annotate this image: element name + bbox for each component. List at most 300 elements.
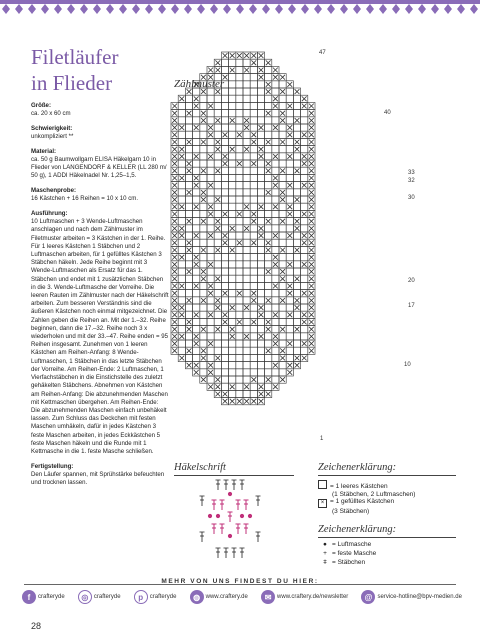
double-crochet-icon: ǂ [323,559,327,566]
grid-cell [221,102,228,109]
grid-cell [272,326,279,333]
grid-cell [286,275,293,282]
grid-cell [229,203,236,210]
grid-cell [243,275,250,282]
band-diamond [340,4,348,14]
filled-cell-mark [302,212,307,217]
grid-cell [286,160,293,167]
band-diamond [418,4,426,14]
grid-cell [200,261,207,268]
grid-cell [250,347,257,354]
filled-cell-mark [172,132,177,137]
grid-cell [243,160,250,167]
grid-cell [293,189,300,196]
grid-cell [221,196,228,203]
double-crochet-symbol [232,480,237,490]
grid-cell [200,304,207,311]
filled-cell-mark [266,161,271,166]
filled-cell-mark [309,341,314,346]
filled-cell-mark [309,219,314,224]
filled-cell-mark [244,118,249,123]
grid-cell [229,174,236,181]
grid-cell [265,290,272,297]
grid-cell [214,74,221,81]
filled-cell-mark [244,68,249,73]
filled-cell-mark [237,212,242,217]
filled-cell-mark [280,219,285,224]
grid-cell [185,275,192,282]
filled-cell-mark [259,154,264,159]
grid-cell [200,182,207,189]
filled-cell-mark [187,348,192,353]
grid-cell [272,297,279,304]
filled-cell-mark [179,284,184,289]
sc-label: = feste Masche [332,550,377,557]
filled-cell-mark [172,125,177,130]
grid-cell [250,174,257,181]
grid-cell [214,182,221,189]
grid-cell [265,369,272,376]
filled-cell-mark [208,132,213,137]
filled-cell-mark [295,168,300,173]
grid-cell [293,261,300,268]
double-crochet-symbol [240,548,245,558]
filled-cell-mark [251,298,256,303]
grid-cell [286,297,293,304]
grid-cell [178,347,185,354]
filled-box-sub: (3 Stäbchen) [332,508,370,515]
filled-cell-mark [280,276,285,281]
grid-cell [279,254,286,261]
band-diamond [2,4,10,14]
filled-cell-mark [259,204,264,209]
grid-cell [243,174,250,181]
grid-cell [272,354,279,361]
grid-cell [207,196,214,203]
grid-cell [301,196,308,203]
grid-cell [293,311,300,318]
filled-cell-mark [179,176,184,181]
filled-cell-mark [295,89,300,94]
grid-cell [236,110,243,117]
grid-cell [279,124,286,131]
grid-cell [279,203,286,210]
grid-cell [265,261,272,268]
filled-cell-mark [179,305,184,310]
grid-cell [214,131,221,138]
filled-cell-mark [259,68,264,73]
filled-cell-mark [172,212,177,217]
grid-cell [236,362,243,369]
filled-cell-mark [295,147,300,152]
filled-cell-mark [194,312,199,317]
grid-cell [286,146,293,153]
filled-cell-mark [287,291,292,296]
grid-cell [207,81,214,88]
filled-cell-mark [273,104,278,109]
filled-cell-mark [237,399,242,404]
grid-cell [221,246,228,253]
grid-cell [229,354,236,361]
grid-cell [257,362,264,369]
grid-cell [272,160,279,167]
grid-cell [229,311,236,318]
filled-cell-mark [295,197,300,202]
grid-cell [257,297,264,304]
double-crochet-symbol [232,548,237,558]
filled-cell-mark [172,233,177,238]
grid-cell [257,88,264,95]
instructions-text: 10 Luftmaschen + 3 Wende-Luftmaschen anschlagen und nach dem Zählmuster im Filetmuster arbeiten = 3 Kästchen in der 1. Reihe. Für 1 leeres Kästchen 1 Stäbchen und 2 Luftmaschen arbeiten, für 1 gefülltes Kästchen 3 Stäbchen häkeln. Jede Reihe beginnt mit 3 Wende-Luftmaschen als Ersatz für das 1. Stäbchen und endet mit 1 zusätzlichen Stäbchen in die 3. Wende-Luftmasche der Vorreihe. Die leeren Rauten im Zählmuster nach der Häkelschrift arbeiten. Zum besseren Verständnis sind die äußeren Kästchen noch einmal mitgezeichnet. Die Zahlen geben die Reihen an. Mit der 1.–32. Reihe beginnen, dann die 17.–32. Reihe noch 3 x wiederholen und mit der 33.–47. Reihe enden = 95 Reihen insgesamt. Zunehmen von 1 leeren Kästchen am Reihen-Anfang: 8 Wende-Luftmaschen, 1 Stäbchen in das letzte Stäbchen der Vorreihe. Am Reihen-Ende: 2 Luftmaschen, 1 Vierfachstäbchen in die Einstichstelle des zuletzt gehäkelten Stäbchens. Abnehmen von Kästchen am Reihen-Anfang: Die abzunehmenden Maschen mit Kettmaschen übergehen. Am Reihen-Ende: Die abzunehmenden Maschen einfach unbehäkelt lassen. Zum Schluss das Deckchen mit festen Maschen umhäkeln, dafür in jedes Kästchen 3 feste Maschen arbeiten, in jedes Eckkästchen 5 feste Maschen häkeln und die Runde mit 1 Kettmasche in die 1. feste Masche schließen. [31,218,169,455]
grid-cell [236,81,243,88]
stitch-diagram-title: Häkelschrift [174,462,226,473]
grid-cell [193,131,200,138]
filled-cell-mark [172,204,177,209]
grid-cell [257,326,264,333]
filled-cell-mark [223,392,228,397]
grid-cell [185,102,192,109]
filled-cell-mark [208,154,213,159]
filled-cell-mark [244,147,249,152]
filled-cell-mark [251,140,256,145]
filled-cell-mark [215,248,220,253]
grid-cell [272,246,279,253]
grid-cell [272,196,279,203]
filled-cell-mark [244,334,249,339]
grid-cell [214,290,221,297]
grid-cell [272,88,279,95]
filled-cell-mark [244,53,249,58]
filled-cell-mark [194,154,199,159]
grid-cell [293,131,300,138]
grid-cell [214,124,221,131]
filled-cell-mark [244,226,249,231]
filled-cell-mark [295,226,300,231]
filled-cell-mark [273,284,278,289]
filled-cell-mark [172,255,177,260]
grid-cell [193,110,200,117]
grid-cell [214,333,221,340]
grid-cell [272,81,279,88]
grid-cell [193,146,200,153]
grid-cell [257,275,264,282]
band-diamond [236,4,244,14]
row-label-47: 47 [319,50,326,56]
footer-link-label: crafteryde [38,594,65,600]
double-crochet-symbol [200,532,205,542]
filled-cell-mark [273,96,278,101]
filled-cell-mark [201,327,206,332]
grid-cell [293,203,300,210]
grid-cell [257,160,264,167]
filled-cell-mark [201,197,206,202]
grid-cell [193,297,200,304]
filled-cell-mark [172,269,177,274]
grid-cell [250,275,257,282]
filled-cell-mark [179,204,184,209]
grid-cell [236,268,243,275]
grid-cell [243,138,250,145]
grid-cell [257,376,264,383]
grid-cell [221,81,228,88]
grid-cell [250,362,257,369]
single-crochet-icon: + [323,550,327,557]
filled-cell-mark [172,147,177,152]
grid-cell [293,110,300,117]
grid-cell [207,275,214,282]
filled-cell-mark [172,168,177,173]
grid-cell [293,333,300,340]
grid-cell [286,110,293,117]
grid-cell [214,81,221,88]
grid-cell [236,376,243,383]
grid-cell [250,88,257,95]
grid-cell [193,210,200,217]
grid-cell [272,304,279,311]
grid-cell [279,210,286,217]
footer-link-pinterest[interactable] [134,590,177,604]
empty-box-icon [318,480,327,489]
grid-cell [185,311,192,318]
filled-cell-mark [201,89,206,94]
grid-cell [286,196,293,203]
grid-cell [221,362,228,369]
grid-cell [272,117,279,124]
grid-cell [185,153,192,160]
grid-cell [265,254,272,261]
grid-cell [250,246,257,253]
filled-cell-mark [187,190,192,195]
filled-cell-mark [287,125,292,130]
grid-cell [178,117,185,124]
grid-cell [286,225,293,232]
grid-cell [236,182,243,189]
filled-cell-mark [302,104,307,109]
footer-link-label: crafteryde [93,594,121,600]
grid-cell [272,138,279,145]
grid-cell [301,218,308,225]
footer-link-instagram[interactable] [78,590,121,604]
grid-cell [293,210,300,217]
filled-cell-mark [295,248,300,253]
grid-cell [193,225,200,232]
footer-link-hotline[interactable] [361,590,461,604]
filled-cell-mark [208,341,213,346]
filled-cell-mark [266,111,271,116]
band-diamond [275,4,283,14]
grid-cell [200,369,207,376]
band-diamond [210,4,218,14]
filled-cell-mark [172,118,177,123]
grid-cell [301,333,308,340]
filled-cell-mark [287,370,292,375]
grid-cell [236,167,243,174]
grid-cell [200,290,207,297]
filled-cell-mark [230,226,235,231]
grid-cell [236,218,243,225]
filled-cell-mark [194,104,199,109]
chain-stitch-dot [240,514,243,517]
grid-cell [265,153,272,160]
grid-cell [250,304,257,311]
size-text: ca. 20 x 60 cm [31,110,71,118]
instructions-column [31,102,169,487]
filled-cell-mark [302,132,307,137]
grid-cell [185,354,192,361]
band-diamond [327,4,335,14]
dc-label: = Stäbchen [332,559,366,566]
grid-cell [229,167,236,174]
grid-cell [265,182,272,189]
filet-chart-grid [168,48,318,440]
grid-cell [193,196,200,203]
filled-cell-mark [309,291,314,296]
grid-cell [214,311,221,318]
filled-cell-mark [194,176,199,181]
grid-cell [286,254,293,261]
filled-cell-mark [273,204,278,209]
grid-cell [236,59,243,66]
grid-cell [200,160,207,167]
grid-cell [272,167,279,174]
filled-cell-mark [251,320,256,325]
double-crochet-symbol [244,500,249,510]
grid-cell [286,138,293,145]
grid-cell [221,189,228,196]
filled-cell-mark [215,168,220,173]
filled-cell-mark [230,327,235,332]
grid-cell [221,124,228,131]
grid-cell [293,232,300,239]
grid-cell [221,268,228,275]
grid-cell [257,290,264,297]
grid-cell [207,174,214,181]
filled-cell-mark [273,334,278,339]
band-diamond [197,4,205,14]
grid-cell [301,124,308,131]
grid-cell [178,246,185,253]
grid-cell [229,110,236,117]
filled-cell-mark [266,140,271,145]
grid-cell [265,275,272,282]
filled-cell-mark [309,168,314,173]
filled-cell-mark [208,104,213,109]
grid-cell [257,246,264,253]
grid-cell [178,138,185,145]
grid-cell [257,239,264,246]
grid-cell [279,95,286,102]
filled-cell-mark [266,298,271,303]
legend-chain [318,541,371,549]
grid-cell [200,333,207,340]
filled-cell-mark [295,219,300,224]
grid-cell [200,318,207,325]
grid-cell [229,189,236,196]
grid-cell [243,246,250,253]
grid-cell [272,131,279,138]
filled-cell-mark [302,262,307,267]
filled-cell-mark [309,233,314,238]
grid-cell [236,102,243,109]
grid-cell [286,347,293,354]
grid-cell [293,254,300,261]
empty-box-sub: (1 Stäbchen, 2 Luftmaschen) [332,491,416,499]
grid-cell [229,81,236,88]
filled-cell-mark [201,219,206,224]
filled-cell-mark [251,240,256,245]
instagram-icon: ◎ [78,590,92,604]
filled-cell-mark [259,392,264,397]
grid-cell [178,131,185,138]
grid-cell [265,282,272,289]
grid-cell [221,275,228,282]
filled-cell-mark [208,212,213,217]
grid-cell [250,225,257,232]
filled-cell-mark [179,125,184,130]
band-diamond [223,4,231,14]
filled-cell-mark [266,377,271,382]
grid-cell [301,189,308,196]
grid-cell [236,304,243,311]
grid-cell [229,74,236,81]
filled-cell-mark [251,291,256,296]
grid-cell [178,182,185,189]
band-diamond [444,4,452,14]
band-diamond [301,4,309,14]
grid-cell [279,102,286,109]
footer-link-newsletter[interactable] [261,590,348,604]
filled-cell-mark [259,226,264,231]
grid-cell [200,362,207,369]
grid-cell [207,318,214,325]
footer-link-website[interactable] [190,590,248,604]
filled-cell-mark [266,168,271,173]
footer-link-facebook[interactable] [22,590,65,604]
grid-cell [185,131,192,138]
grid-cell [236,146,243,153]
grid-cell [265,210,272,217]
grid-cell [265,225,272,232]
grid-cell [229,232,236,239]
grid-cell [193,189,200,196]
filled-cell-mark [287,212,292,217]
grid-cell [279,362,286,369]
grid-cell [221,117,228,124]
grid-cell [229,254,236,261]
finishing-text: Den Läufer spannen, mit Sprühstärke befeuchten und trocknen lassen. [31,470,165,487]
grid-cell [250,102,257,109]
filled-cell-mark [201,248,206,253]
grid-cell [243,232,250,239]
filled-cell-mark [201,298,206,303]
grid-cell [279,160,286,167]
filled-cell-mark [215,356,220,361]
filled-cell-mark [259,147,264,152]
grid-cell [243,254,250,261]
filled-cell-mark [187,269,192,274]
grid-cell [250,311,257,318]
filled-cell-mark [259,384,264,389]
grid-cell [229,390,236,397]
band-diamond [54,4,62,14]
grid-cell [193,88,200,95]
grid-cell [243,354,250,361]
filled-cell-mark [215,327,220,332]
filled-cell-mark [172,312,177,317]
globe-icon: ◍ [190,590,204,604]
filled-cell-mark [194,125,199,130]
grid-cell [265,124,272,131]
